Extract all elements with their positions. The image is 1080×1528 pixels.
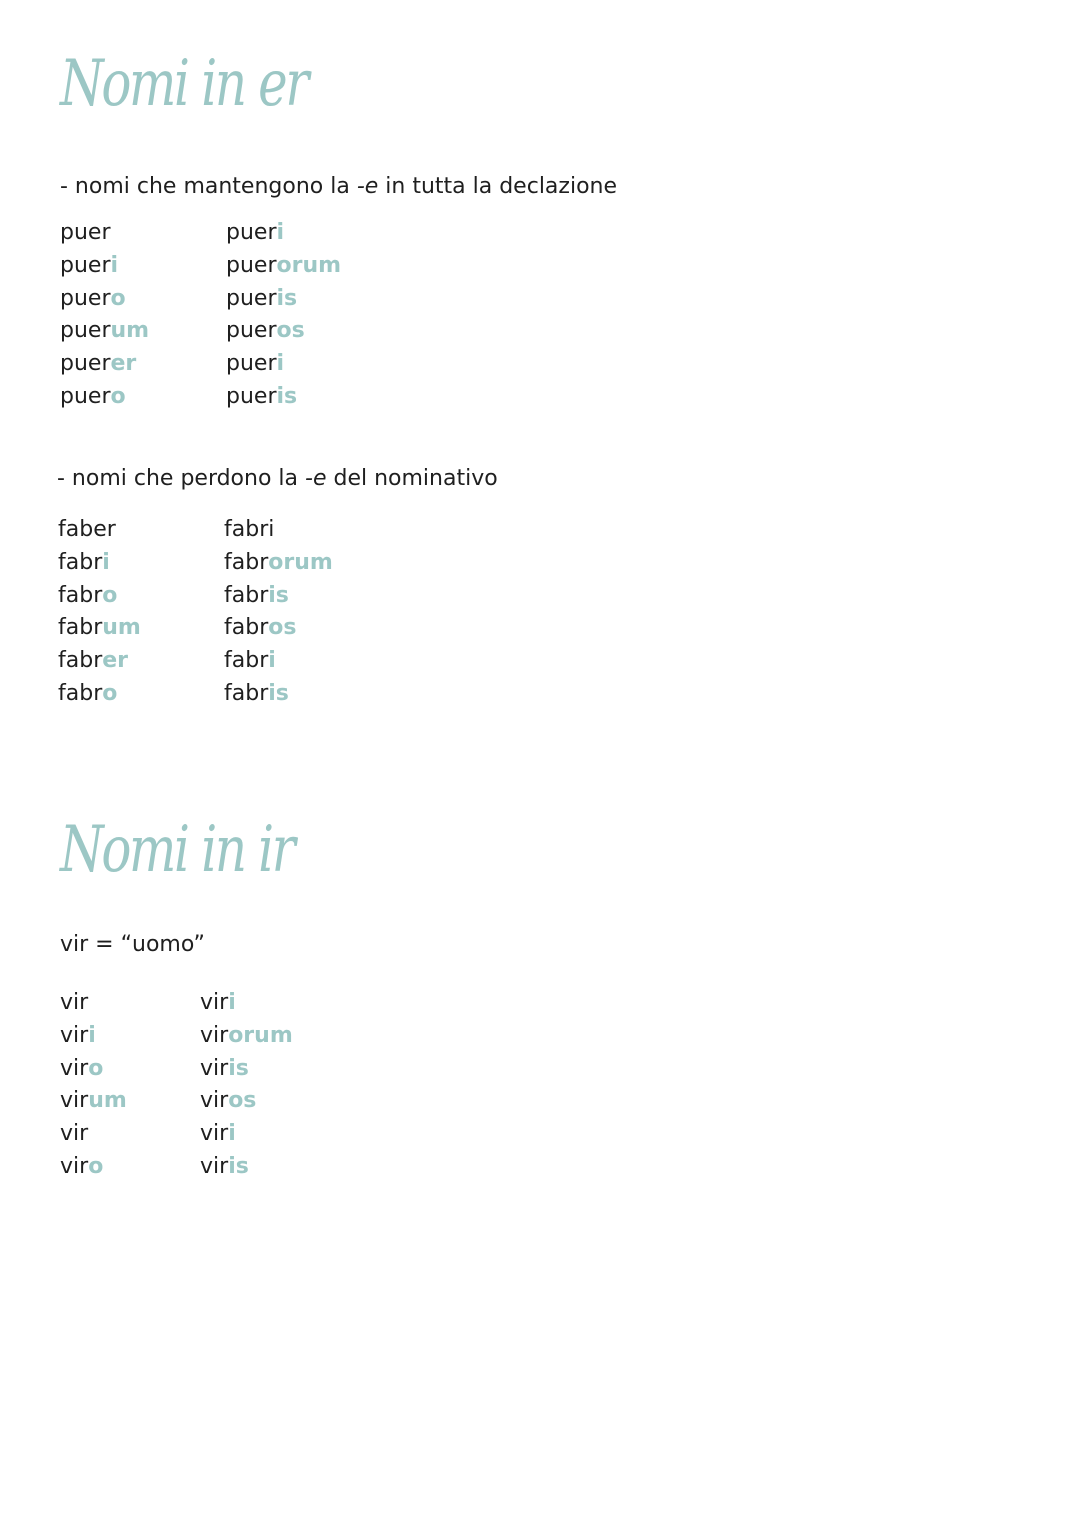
declension-form — [226, 285, 341, 318]
form-ending: is — [268, 680, 289, 706]
form-stem: vir — [200, 1022, 229, 1048]
form-stem: fabr — [58, 582, 103, 608]
form-ending: orum — [276, 252, 342, 278]
declension-form — [60, 989, 127, 1022]
declension-form — [224, 614, 333, 647]
declension-form — [58, 516, 141, 549]
group2-desc-suffix: del nominativo — [326, 466, 498, 491]
group2-desc-em: -e — [305, 466, 327, 491]
form-stem: vir — [60, 1153, 89, 1179]
declension-form — [58, 614, 141, 647]
group1-description — [60, 173, 617, 201]
form-ending: is — [228, 1055, 249, 1081]
form-ending: is — [276, 383, 298, 409]
declension-form — [60, 285, 149, 318]
vir-meaning: vir = “uomo” — [60, 932, 205, 957]
form-stem: vir — [60, 1121, 89, 1147]
declension-form — [58, 647, 141, 680]
form-stem: fabr — [224, 615, 269, 641]
form-ending: um — [88, 1088, 127, 1114]
form-ending: o — [88, 1055, 104, 1081]
group1-desc-em: -e — [356, 174, 379, 199]
form-stem: fabr — [58, 648, 103, 674]
form-stem: vir — [200, 1153, 229, 1179]
form-stem: puer — [60, 351, 111, 377]
declension-form — [60, 1055, 127, 1088]
form-stem: puer — [60, 252, 111, 278]
form-stem: fabri — [224, 517, 275, 542]
form-stem: fabr — [58, 615, 103, 641]
declension-form — [58, 680, 141, 713]
declension-form — [60, 1120, 127, 1153]
form-stem: vir — [60, 1022, 89, 1048]
form-ending: er — [102, 648, 129, 674]
declension-form — [200, 1120, 293, 1153]
form-stem: vir — [60, 990, 89, 1015]
form-stem: puer — [226, 383, 277, 409]
declension-form — [226, 350, 341, 383]
group2-description — [57, 465, 498, 493]
form-ending: i — [276, 351, 285, 377]
group2-plural-column — [224, 516, 333, 713]
declension-form — [200, 1022, 293, 1055]
form-stem: faber — [58, 517, 116, 542]
declension-form — [200, 1055, 293, 1088]
form-ending: orum — [268, 549, 333, 575]
form-stem: vir — [60, 1055, 89, 1081]
form-ending: os — [276, 318, 305, 344]
declension-form — [60, 219, 149, 252]
declension-form — [226, 383, 341, 416]
declension-form — [200, 1153, 293, 1186]
form-stem: puer — [60, 220, 111, 245]
group1-desc-suffix: in tutta la declazione — [378, 174, 618, 199]
form-stem: fabr — [58, 680, 103, 706]
ir-plural-column — [200, 989, 293, 1186]
declension-form — [224, 549, 333, 582]
form-ending: i — [88, 1022, 96, 1048]
form-ending: is — [268, 582, 289, 608]
section-er-title: Nomi in er — [60, 47, 307, 121]
form-stem: puer — [60, 285, 111, 311]
form-stem: vir — [200, 1055, 229, 1081]
form-stem: vir — [200, 1088, 229, 1114]
form-stem: puer — [60, 318, 111, 344]
form-stem: puer — [226, 318, 277, 344]
form-ending: i — [268, 648, 276, 674]
form-ending: o — [110, 285, 126, 311]
declension-form — [224, 647, 333, 680]
ir-singular-column — [60, 989, 127, 1186]
form-ending: i — [228, 1121, 236, 1147]
declension-form — [226, 252, 341, 285]
form-ending: i — [110, 252, 119, 278]
declension-form — [60, 317, 149, 350]
form-stem: fabr — [224, 648, 269, 674]
form-ending: is — [276, 285, 298, 311]
form-stem: fabr — [224, 582, 269, 608]
declension-form — [58, 549, 141, 582]
declension-form — [200, 989, 293, 1022]
declension-form — [60, 1087, 127, 1120]
form-ending: o — [110, 383, 126, 409]
declension-form — [60, 383, 149, 416]
form-stem: vir — [60, 1088, 89, 1114]
form-stem: fabr — [58, 549, 103, 575]
declension-form — [226, 317, 341, 350]
form-stem: puer — [226, 351, 277, 377]
declension-form — [224, 680, 333, 713]
declension-form — [60, 350, 149, 383]
form-stem: puer — [226, 285, 277, 311]
form-ending: um — [102, 615, 141, 641]
group2-singular-column — [58, 516, 141, 713]
declension-form — [60, 1022, 127, 1055]
form-ending: os — [228, 1088, 257, 1114]
declension-form — [200, 1087, 293, 1120]
form-ending: i — [276, 220, 285, 245]
group1-desc-prefix: - nomi che mantengono la — [60, 174, 357, 199]
declension-form — [60, 1153, 127, 1186]
declension-form — [224, 582, 333, 615]
form-stem: vir — [200, 1121, 229, 1147]
form-stem: puer — [226, 220, 277, 245]
form-ending: i — [228, 990, 236, 1015]
group2-desc-prefix: - nomi che perdono la — [57, 466, 306, 491]
form-stem: puer — [60, 383, 111, 409]
declension-form — [226, 219, 341, 252]
form-stem: fabr — [224, 549, 269, 575]
group1-singular-column — [60, 219, 149, 416]
section-ir-title: Nomi in ir — [60, 813, 294, 887]
form-ending: os — [268, 615, 297, 641]
declension-form — [60, 252, 149, 285]
form-ending: er — [110, 351, 137, 377]
form-ending: is — [228, 1153, 249, 1179]
form-stem: puer — [226, 252, 277, 278]
form-ending: o — [102, 680, 118, 706]
form-ending: i — [102, 549, 110, 575]
declension-form — [224, 516, 333, 549]
form-ending: orum — [228, 1022, 293, 1048]
form-ending: o — [88, 1153, 104, 1179]
form-ending: o — [102, 582, 118, 608]
form-stem: vir — [200, 990, 229, 1015]
declension-form — [58, 582, 141, 615]
form-ending: um — [110, 318, 150, 344]
group1-plural-column — [226, 219, 341, 416]
form-stem: fabr — [224, 680, 269, 706]
